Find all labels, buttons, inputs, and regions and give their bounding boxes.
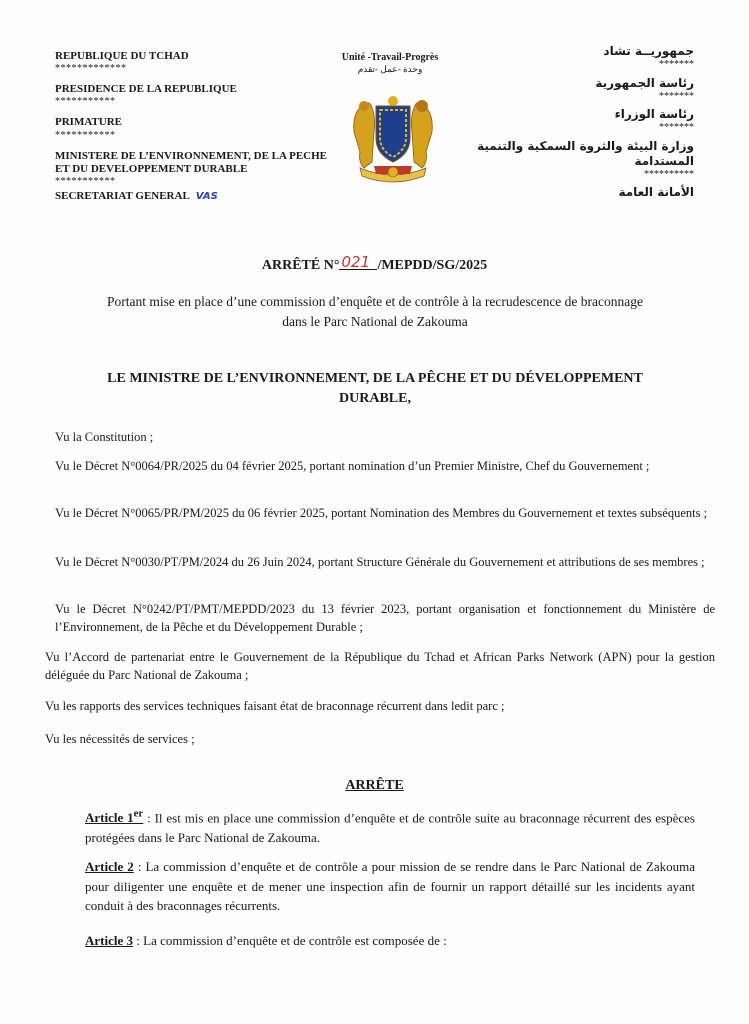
header-left xyxy=(55,50,335,211)
secretariat-label: SECRETARIAT GENERAL xyxy=(55,189,190,202)
ministry-label: MINISTERE DE L’ENVIRONNEMENT, DE LA PECHE ET DU DEVELOPPEMENT DURABLE xyxy=(55,149,327,175)
presidency-label: PRESIDENCE DE LA REPUBLIQUE xyxy=(55,83,237,96)
decree-subject: Portant mise en place d’une commission d’enquête et de contrôle à la recrudescence de braconnage dans le Parc National de Zakouma xyxy=(106,294,644,330)
decree-title xyxy=(0,253,749,274)
primature-label-arabic: رئاسة الوزراء xyxy=(614,107,694,121)
consideration-item: Vu le Décret N°0065/PR/PM/2025 du 06 février 2025, portant Nomination des Membres du Gouvernement et textes subséquents ; xyxy=(55,506,708,520)
consideration-item: Vu les rapports des services techniques faisant état de braconnage récurrent dans ledit parc ; xyxy=(45,699,505,713)
article-label: Article 2 xyxy=(85,859,134,874)
separator-stars: ********** xyxy=(644,168,694,180)
article-1 xyxy=(85,806,695,847)
article-text: : La commission d’enquête et de contrôle est composée de : xyxy=(133,933,447,948)
republic-label: REPUBLIQUE DU TCHAD xyxy=(55,50,189,62)
decree-title-suffix: /MEPDD/SG/2025 xyxy=(377,258,488,273)
consideration-item: Vu l’Accord de partenariat entre le Gouvernement de la République du Tchad et African Parks Network (APN) pour la gestion déléguée du Parc National de Zakouma ; xyxy=(45,650,715,683)
republic-label-arabic: جمهوريــة تشاد xyxy=(603,44,694,58)
header-right xyxy=(434,44,694,204)
separator-stars: ******* xyxy=(659,122,694,133)
motto-french: Unité -Travail-Progrès xyxy=(341,52,439,63)
coat-of-arms-icon xyxy=(350,92,436,184)
article-2 xyxy=(85,857,695,916)
separator-stars: *********** xyxy=(55,175,116,187)
consideration-item: Vu le Décret N°0030/PT/PM/2024 du 26 Juin 2024, portant Structure Générale du Gouvernement et attributions de ses membres ; xyxy=(55,555,705,569)
separator-stars: ******* xyxy=(659,90,694,102)
separator-stars: *********** xyxy=(55,129,116,141)
decree-title-prefix: ARRÊTÉ N° xyxy=(261,258,340,273)
article-3 xyxy=(85,931,695,951)
decree-number-handwritten: 021 xyxy=(341,253,371,271)
arrete-heading: ARRÊTE xyxy=(345,778,404,793)
secretariat-label-arabic: الأمانة العامة xyxy=(618,185,694,199)
primature-label: PRIMATURE xyxy=(55,116,123,129)
consideration-item: Vu le Décret N°0064/PR/2025 du 04 février 2025, portant nomination d’un Premier Ministre, Chef du Gouvernement ; xyxy=(55,459,650,473)
article-text: : La commission d’enquête et de contrôle a pour mission de se rendre dans le Parc National de Zakouma pour diligenter une enquête et de mener une inspection afin de fournir un rapport détaillé sur les incidents ayant conduit à des braconnages récurrents. xyxy=(85,859,695,913)
minister-heading: LE MINISTRE DE L’ENVIRONNEMENT, DE LA PÊCHE ET DU DÉVELOPPEMENT DURABLE, xyxy=(107,371,643,406)
separator-stars: ************* xyxy=(55,63,127,75)
consideration-item: Vu le Décret N°0242/PT/PMT/MEPDD/2023 du 13 février 2023, portant organisation et fonctionnement du Ministère de l’Environnement, de la Pêche et du Développement Durable ; xyxy=(55,602,715,635)
presidency-label-arabic: رئاسة الجمهورية xyxy=(595,75,694,90)
ministry-label-arabic: وزارة البيئة والثروة السمكية والتنمية المستدامة xyxy=(477,138,694,168)
handwritten-paraph: VAS xyxy=(195,190,218,202)
consideration-item: Vu les nécessités de services ; xyxy=(45,732,195,746)
article-label: Article 3 xyxy=(85,933,134,948)
article-text: : Il est mis en place une commission d’enquête et de contrôle suite au braconnage récurrent des espèces protégées dans le Parc National de Zakouma. xyxy=(85,810,695,845)
separator-stars: ******* xyxy=(659,59,694,70)
consideration-item: Vu la Constitution ; xyxy=(55,430,154,444)
article-label: Article 1er xyxy=(85,808,144,826)
motto-arabic: وحدة -عمل -تقدم xyxy=(357,64,423,74)
separator-stars: *********** xyxy=(55,96,116,108)
